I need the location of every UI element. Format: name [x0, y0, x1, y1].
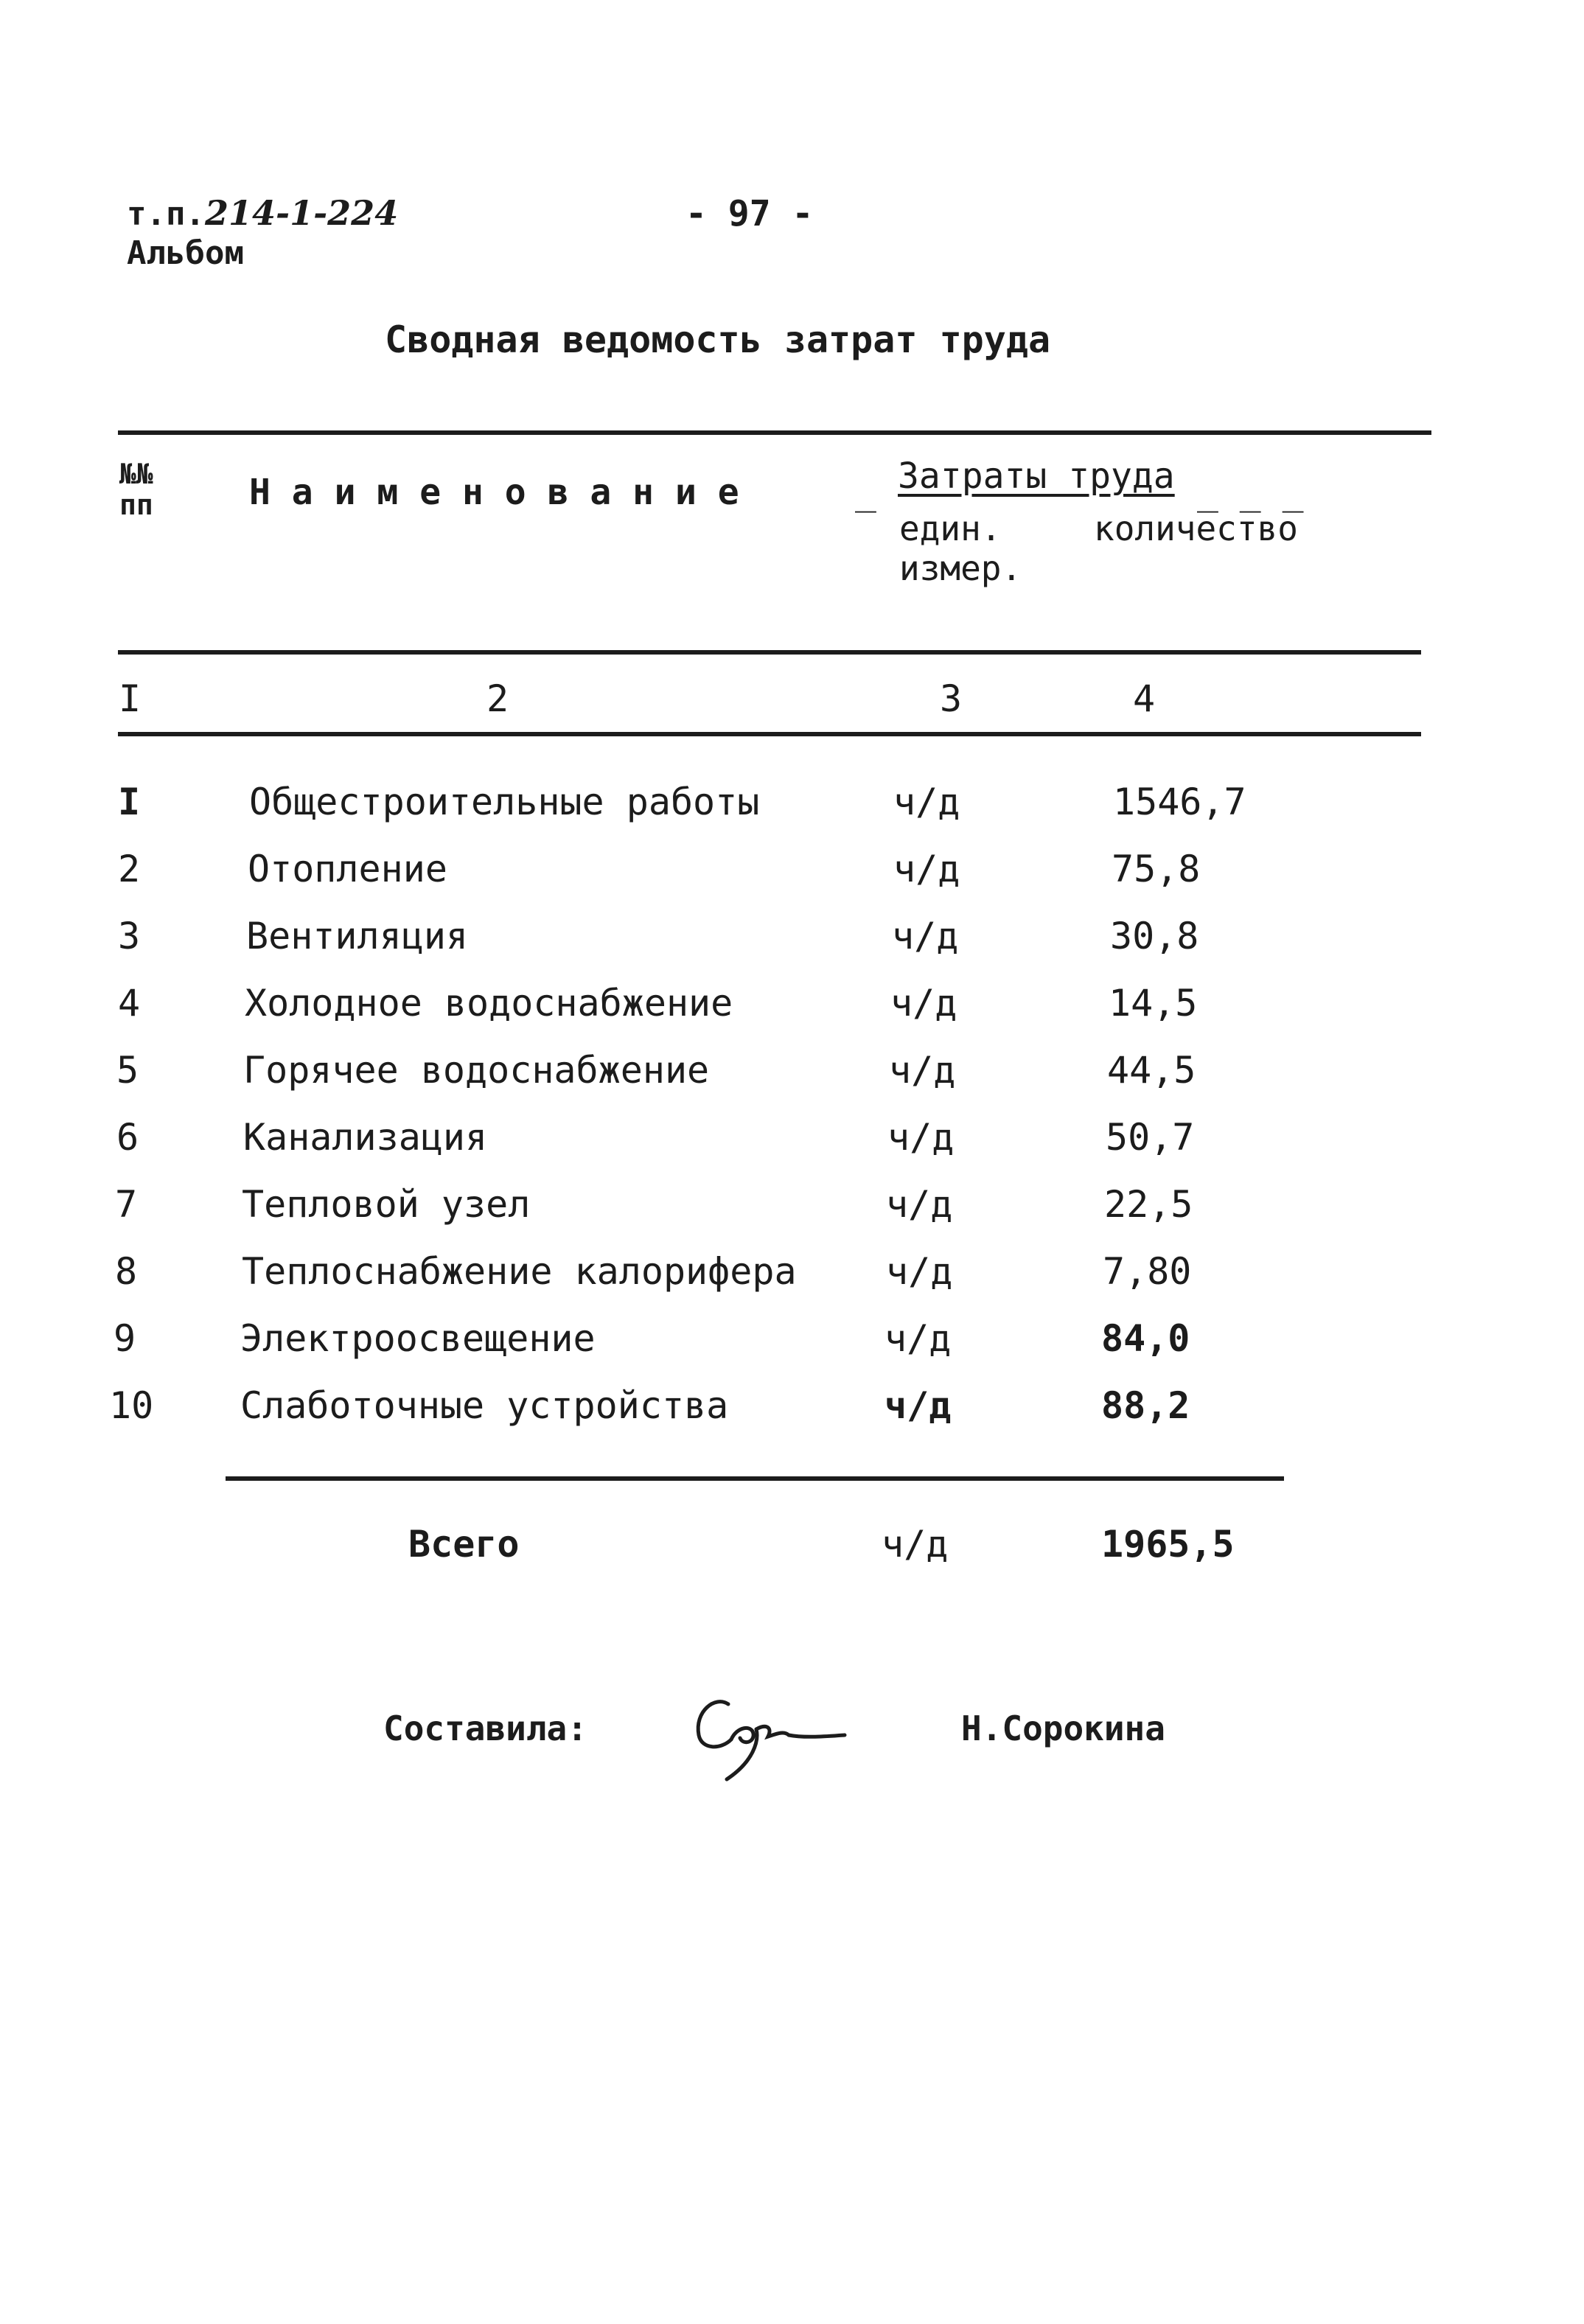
- row-qty: 14,5: [1109, 982, 1198, 1025]
- header-bottom-rule: [118, 650, 1421, 655]
- group-header-dash-left: _: [855, 472, 876, 513]
- row-unit: ч/д: [893, 848, 960, 890]
- row-name: Общестроительные работы: [249, 781, 760, 823]
- row-name: Электроосвещение: [240, 1317, 596, 1360]
- group-header-dash-right: _ _ _: [1197, 472, 1304, 513]
- row-number: I: [117, 781, 141, 823]
- document-title: Сводная ведомость затрат труда: [385, 318, 1051, 361]
- col-unit-header: един. измер.: [899, 509, 1022, 588]
- row-qty: 84,0: [1101, 1317, 1190, 1360]
- row-name: Слаботочные устройства: [240, 1384, 729, 1427]
- row-name: Горячее водоснабжение: [243, 1049, 710, 1092]
- row-unit: ч/д: [892, 915, 959, 957]
- row-unit: ч/д: [889, 1049, 956, 1092]
- row-name: Тепловой узел: [242, 1183, 531, 1226]
- tp-prefix: т.п.: [127, 195, 205, 233]
- row-name: Теплоснабжение калорифера: [242, 1250, 797, 1293]
- col-number-3: 3: [939, 677, 963, 720]
- col-number-4: 4: [1132, 677, 1156, 720]
- row-unit: ч/д: [885, 1317, 952, 1360]
- signature-scribble: [685, 1682, 848, 1785]
- col-qty-header: количество: [1094, 509, 1298, 548]
- row-unit: ч/д: [886, 1183, 953, 1226]
- total-rule: [226, 1476, 1284, 1481]
- row-number: 6: [116, 1116, 139, 1159]
- tp-reference: [127, 193, 398, 233]
- row-qty: 30,8: [1110, 915, 1199, 957]
- row-number: 9: [113, 1317, 136, 1360]
- col-number-1: I: [118, 677, 142, 720]
- row-qty: 22,5: [1104, 1183, 1193, 1226]
- row-unit: ч/д: [893, 781, 960, 823]
- total-unit: ч/д: [882, 1523, 949, 1566]
- album-label: Альбом: [127, 234, 244, 272]
- row-unit: ч/д: [887, 1116, 955, 1159]
- compiled-label: Составила:: [383, 1709, 587, 1748]
- row-name: Отопление: [248, 848, 447, 890]
- row-name: Вентиляция: [246, 915, 469, 957]
- col-num-header: №№ пп: [119, 458, 153, 521]
- row-number: 10: [109, 1384, 154, 1427]
- row-number: 3: [117, 915, 141, 957]
- signature: [685, 1682, 848, 1785]
- row-number: 7: [114, 1183, 138, 1226]
- row-qty: 50,7: [1106, 1116, 1195, 1159]
- tp-number: 214-1-224: [204, 193, 399, 233]
- row-qty: 1546,7: [1113, 781, 1246, 823]
- row-qty: 75,8: [1112, 848, 1201, 890]
- row-number: 2: [117, 848, 141, 890]
- row-number: 5: [116, 1049, 139, 1092]
- row-unit: ч/д: [885, 1384, 952, 1427]
- row-unit: ч/д: [886, 1250, 953, 1293]
- row-qty: 44,5: [1107, 1049, 1196, 1092]
- row-unit: ч/д: [890, 982, 957, 1025]
- total-qty: 1965,5: [1101, 1523, 1235, 1566]
- compiler-name: Н.Сорокина: [961, 1709, 1165, 1748]
- page-number: - 97 -: [685, 193, 814, 234]
- table-top-rule: [118, 430, 1431, 435]
- col-name-header: Н а и м е н о в а н и е: [249, 472, 739, 513]
- row-qty: 88,2: [1101, 1384, 1190, 1427]
- row-name: Холодное водоснабжение: [245, 982, 733, 1025]
- row-number: 8: [114, 1250, 138, 1293]
- row-name: Канализация: [243, 1116, 488, 1159]
- col-number-2: 2: [486, 677, 509, 720]
- group-header: Затраты труда: [898, 456, 1175, 497]
- subheader-rule: [118, 732, 1421, 736]
- row-number: 4: [117, 982, 141, 1025]
- row-qty: 7,80: [1103, 1250, 1192, 1293]
- total-label: Всего: [408, 1523, 520, 1566]
